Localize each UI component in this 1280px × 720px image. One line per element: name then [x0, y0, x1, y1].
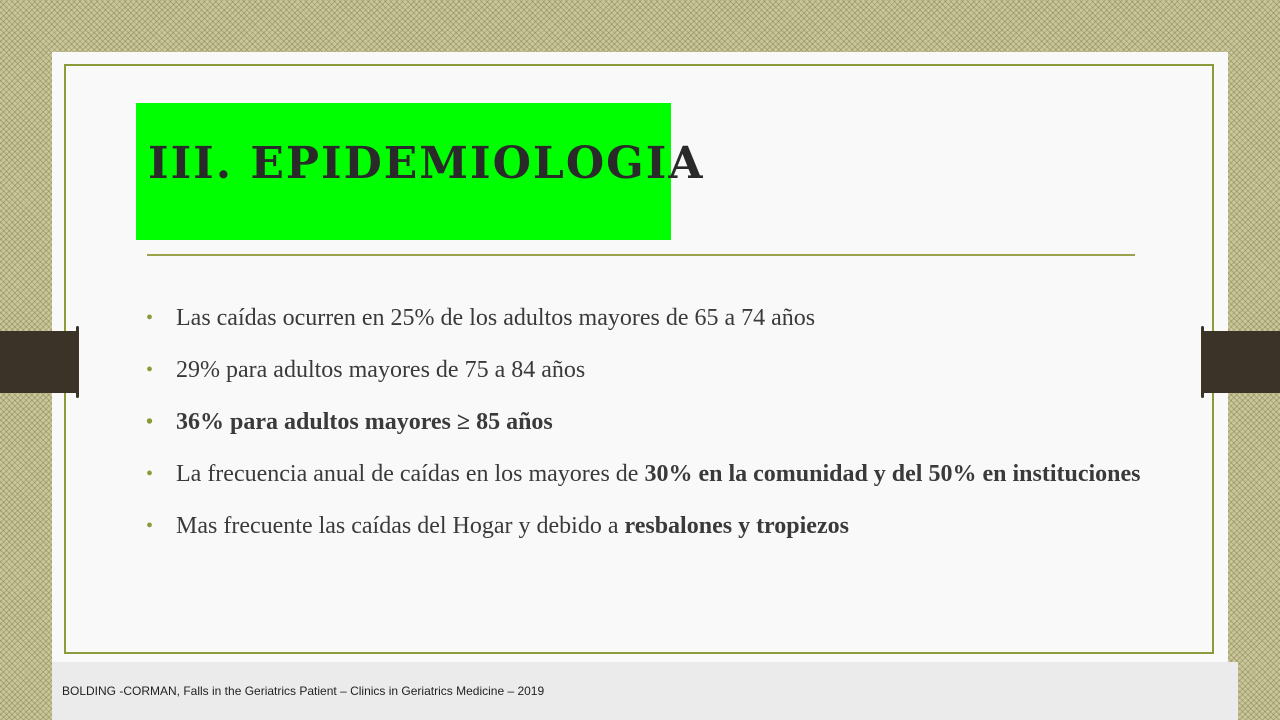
bullet-dot-icon: • — [146, 307, 154, 329]
bullet-item — [146, 303, 1146, 334]
bullet-dot-icon: • — [146, 411, 154, 433]
slide-title: III. EPIDEMIOLOGIA — [148, 138, 705, 189]
bullet-text: 36% para adultos mayores ≥ 85 años — [176, 409, 553, 435]
bullet-list — [146, 303, 1146, 563]
bullet-text: Las caídas ocurren en 25% de los adultos mayores de 65 a 74 años — [176, 305, 816, 331]
bullet-item — [146, 355, 1146, 386]
bullet-dot-icon: • — [146, 515, 154, 537]
right-side-tab — [1202, 331, 1280, 393]
right-tab-line — [1201, 326, 1204, 398]
left-tab-line — [76, 326, 79, 398]
bullet-dot-icon: • — [146, 463, 154, 485]
bullet-item — [146, 511, 1146, 542]
bullet-dot-icon: • — [146, 359, 154, 381]
bullet-text: Mas frecuente las caídas del Hogar y debido a — [176, 513, 625, 539]
title-divider — [147, 254, 1135, 256]
bullet-text: La frecuencia anual de caídas en los mayores de — [176, 461, 645, 487]
left-side-tab — [0, 331, 78, 393]
bullet-text: 29% para adultos mayores de 75 a 84 años — [176, 357, 586, 383]
bullet-item — [146, 459, 1146, 490]
bullet-text-bold: resbalones y tropiezos — [624, 513, 849, 539]
bullet-item — [146, 407, 1146, 438]
footer-citation: BOLDING -CORMAN, Falls in the Geriatrics Patient – Clinics in Geriatrics Medicine – 2019 — [62, 684, 545, 698]
bullet-text-bold: 30% en la comunidad y del 50% en instituciones — [644, 461, 1141, 487]
